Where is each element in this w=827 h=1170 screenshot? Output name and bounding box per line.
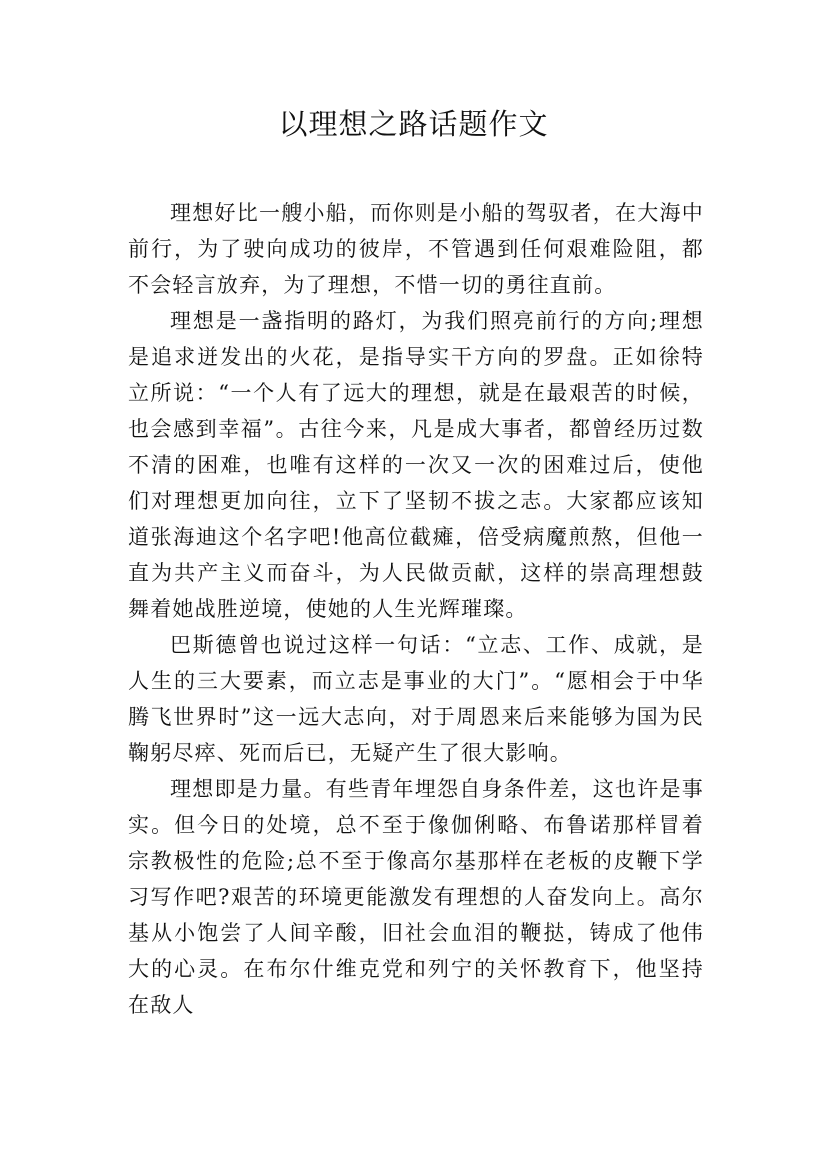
document-body [128,195,704,1023]
document-title: 以理想之路话题作文 [278,107,549,141]
paragraph-2: 理想是一盏指明的路灯，为我们照亮前行的方向;理想是追求迸发出的火花，是指导实干方向的罗盘。正如徐特立所说：“一个人有了远大的理想，就是在最艰苦的时候，也会感到幸福”。古往今来，凡是成大事者，都曾经历过数不清的困难，也唯有这样的一次又一次的困难过后，使他们对理想更加向往，立下了坚韧不拔之志。大家都应该知道张海迪这个名字吧!他高位截瘫，倍受病魔煎熬，但他一直为共产主义而奋斗，为人民做贡献，这样的崇高理想鼓舞着她战胜逆境，使她的人生光辉璀璨。 [128,309,704,621]
paragraph-3: 巴斯德曾也说过这样一句话：“立志、工作、成就，是人生的三大要素，而立志是事业的大门”。“愿相会于中华腾飞世界时”这一远大志向，对于周恩来后来能够为国为民鞠躬尽瘁、死而后已，无疑产生了很大影响。 [128,633,704,765]
paragraph-1: 理想好比一艘小船，而你则是小船的驾驭者，在大海中前行，为了驶向成功的彼岸，不管遇到任何艰难险阻，都不会轻言放弃，为了理想，不惜一切的勇往直前。 [128,201,704,297]
paragraph-4: 理想即是力量。有些青年埋怨自身条件差，这也许是事实。但今日的处境，总不至于像伽俐略、布鲁诺那样冒着宗教极性的危险;总不至于像高尔基那样在老板的皮鞭下学习写作吧?艰苦的环境更能激发有理想的人奋发向上。高尔基从小饱尝了人间辛酸，旧社会血泪的鞭挞，铸成了他伟大的心灵。在布尔什维克党和列宁的关怀教育下，他坚持在敌人 [128,777,704,1017]
